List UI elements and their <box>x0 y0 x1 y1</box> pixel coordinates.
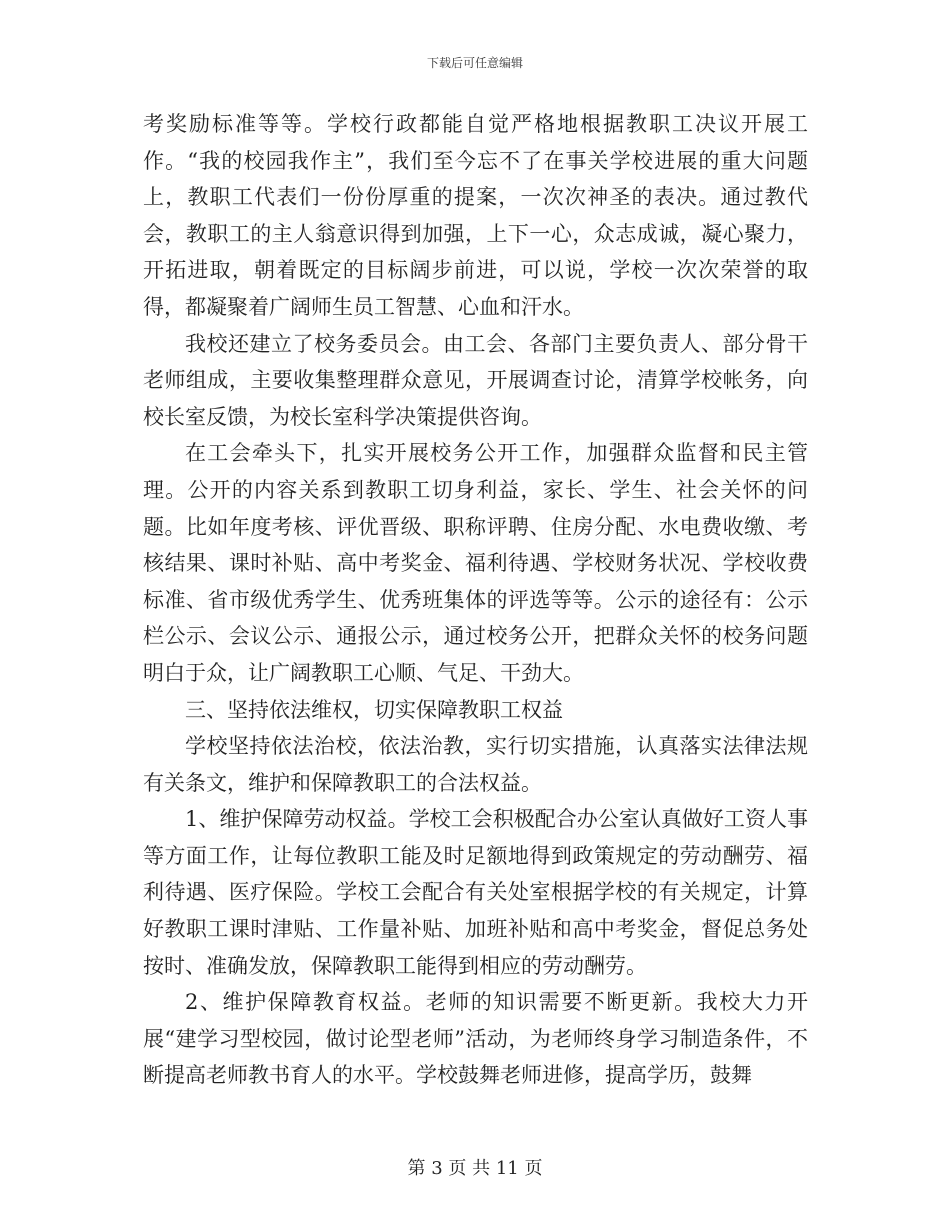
paragraph: 学校坚持依法治校，依法治教，实行切实措施，认真落实法律法规有关条文，维护和保障教职工的合法权益。 <box>143 734 808 795</box>
section-heading: 三、坚持依法维权，切实保障教职工权益 <box>185 697 563 722</box>
paragraph: 1、维护保障劳动权益。学校工会积极配合办公室认真做好工资人事等方面工作，让每位教职工能及时足额地得到政策规定的劳动酬劳、福利待遇、医疗保险。学校工会配合有关处室根据学校的有关规定，计算好教职工课时津贴、工作量补贴、加班补贴和高中考奖金，督促总务处按时、准确发放，保障教职工能得到相应的劳动酬劳。 <box>143 807 808 978</box>
page-header: 下载后可任意编辑 <box>426 56 523 70</box>
paragraph: 2、维护保障教育权益。老师的知识需要不断更新。我校大力开展“建学习型校园，做讨论型老师”活动，为老师终身学习制造条件，不断提高老师教书育人的水平。学校鼓舞老师进修，提高学历，鼓舞 <box>143 990 808 1088</box>
paragraph: 在工会牵头下，扎实开展校务公开工作，加强群众监督和民主管理。公开的内容关系到教职工切身利益，家长、学生、社会关怀的问题。比如年度考核、评优晋级、职称评聘、住房分配、水电费收缴、考核结果、课时补贴、高中考奖金、福利待遇、学校财务状况、学校收费标准、省市级优秀学生、优秀班集体的评选等等。公示的途径有：公示栏公示、会议公示、通报公示，通过校务公开，把群众关怀的校务问题明白于众，让广阔教职工心顺、气足、干劲大。 <box>143 441 808 685</box>
paragraph: 考奖励标准等等。学校行政都能自觉严格地根据教职工决议开展工作。“我的校园我作主”，我们至今忘不了在事关学校进展的重大问题上，教职工代表们一份份厚重的提案，一次次神圣的表决。通过教代会，教职工的主人翁意识得到加强，上下一心，众志成诚，凝心聚力，开拓进取，朝着既定的目标阔步前进，可以说，学校一次次荣誉的取得，都凝聚着广阔师生员工智慧、心血和汗水。 <box>143 112 808 319</box>
page-number: 第 3 页 共 11 页 <box>407 1158 543 1179</box>
paragraph: 我校还建立了校务委员会。由工会、各部门主要负责人、部分骨干老师组成，主要收集整理群众意见，开展调查讨论，清算学校帐务，向校长室反馈，为校长室科学决策提供咨询。 <box>143 331 808 429</box>
document-body <box>143 106 808 1094</box>
